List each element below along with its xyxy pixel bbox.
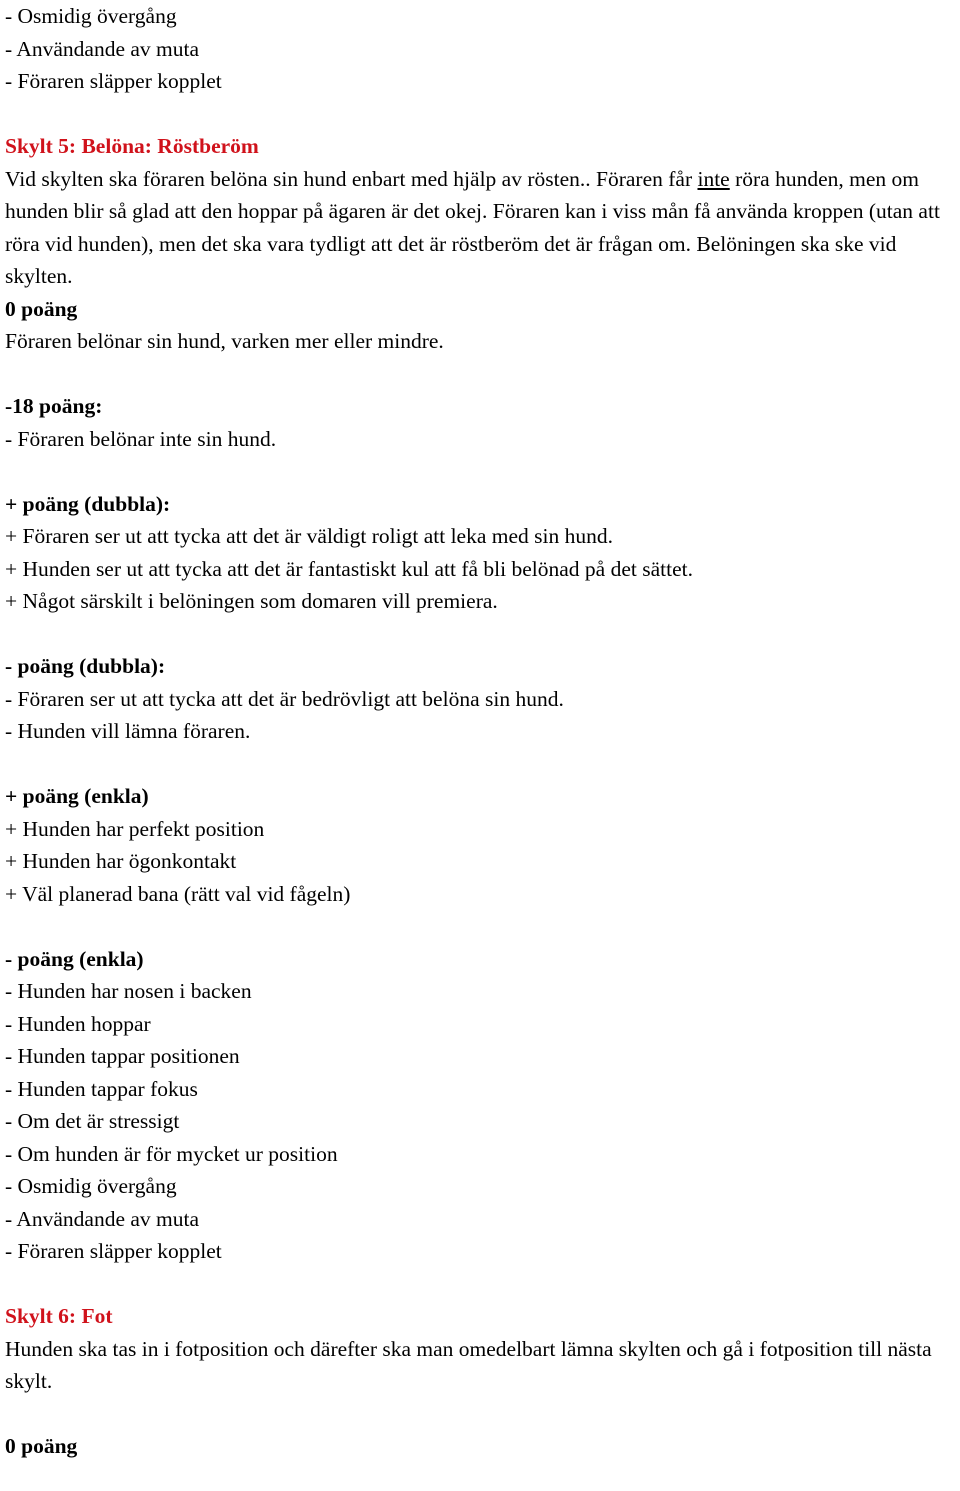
- description-emphasis: inte: [697, 166, 730, 191]
- section-skylt-6: [5, 1300, 955, 1463]
- spacer: [5, 910, 955, 943]
- list-item: - Osmidig övergång: [5, 4, 177, 28]
- list-item: + Hunden ser ut att tycka att det är fantastiskt kul att få bli belönad på det sättet.: [5, 556, 693, 581]
- list-item: + Hunden har perfekt position: [5, 816, 265, 841]
- description-part-2: röra hunden, men om hunden blir så glad att den hoppar på ägaren är det okej. Föraren kan i viss mån få använda kroppen (utan att röra vid hunden), men det ska vara tydligt att det är röstberöm det är frågan om. Belöningen ska ske vid skylten.: [5, 166, 940, 288]
- plus-double-label: + poäng (dubbla):: [5, 491, 171, 516]
- list-item: - Hunden hoppar: [5, 1011, 151, 1036]
- list-item: + Något särskilt i belöningen som domaren vill premiera.: [5, 589, 498, 613]
- section-skylt-5: [5, 130, 955, 1268]
- spacer: [5, 618, 955, 651]
- list-item: - Hunden vill lämna föraren.: [5, 719, 251, 743]
- list-item: - Föraren släpper kopplet: [5, 69, 222, 93]
- list-item: + Hunden har ögonkontakt: [5, 849, 237, 873]
- section-description: [5, 163, 955, 293]
- list-item: - Föraren släpper kopplet: [5, 1239, 222, 1263]
- document-page: [5, 0, 955, 1463]
- minus-double-label: - poäng (dubbla):: [5, 654, 166, 678]
- spacer: [5, 748, 955, 781]
- list-item: - Hunden har nosen i backen: [5, 979, 252, 1003]
- list-item: - Om det är stressigt: [5, 1109, 180, 1133]
- spacer: [5, 1268, 955, 1301]
- spacer: [5, 358, 955, 391]
- section-heading: Skylt 5: Belöna: Röstberöm: [5, 134, 259, 158]
- spacer: [5, 98, 955, 131]
- list-item: - Användande av muta: [5, 36, 200, 61]
- spacer: [5, 455, 955, 488]
- description-part-1: Vid skylten ska föraren belöna sin hund enbart med hjälp av rösten.. Föraren får: [5, 166, 698, 191]
- top-list: [5, 0, 955, 98]
- section-description: Hunden ska tas in i fotposition och därefter ska man omedelbart lämna skylten och gå i fotposition till nästa skylt.: [5, 1336, 932, 1393]
- minus-18-label: -18 poäng:: [5, 394, 103, 418]
- list-item: - Föraren belönar inte sin hund.: [5, 426, 277, 451]
- list-item: - Om hunden är för mycket ur position: [5, 1141, 338, 1166]
- list-item: - Föraren ser ut att tycka att det är bedrövligt att belöna sin hund.: [5, 686, 564, 711]
- minus-single-label: - poäng (enkla): [5, 946, 144, 971]
- zero-points-text: Föraren belönar sin hund, varken mer eller mindre.: [5, 329, 444, 353]
- zero-points-label: 0 poäng: [5, 1434, 78, 1458]
- list-item: - Hunden tappar fokus: [5, 1076, 198, 1101]
- list-item: + Väl planerad bana (rätt val vid fågeln): [5, 881, 351, 906]
- section-heading: Skylt 6: Fot: [5, 1304, 113, 1328]
- list-item: - Osmidig övergång: [5, 1174, 177, 1198]
- list-item: + Föraren ser ut att tycka att det är väldigt roligt att leka med sin hund.: [5, 524, 613, 548]
- plus-single-label: + poäng (enkla): [5, 784, 149, 808]
- list-item: - Användande av muta: [5, 1206, 200, 1231]
- zero-points-label: 0 poäng: [5, 296, 78, 321]
- spacer: [5, 1398, 955, 1431]
- list-item: - Hunden tappar positionen: [5, 1044, 240, 1068]
